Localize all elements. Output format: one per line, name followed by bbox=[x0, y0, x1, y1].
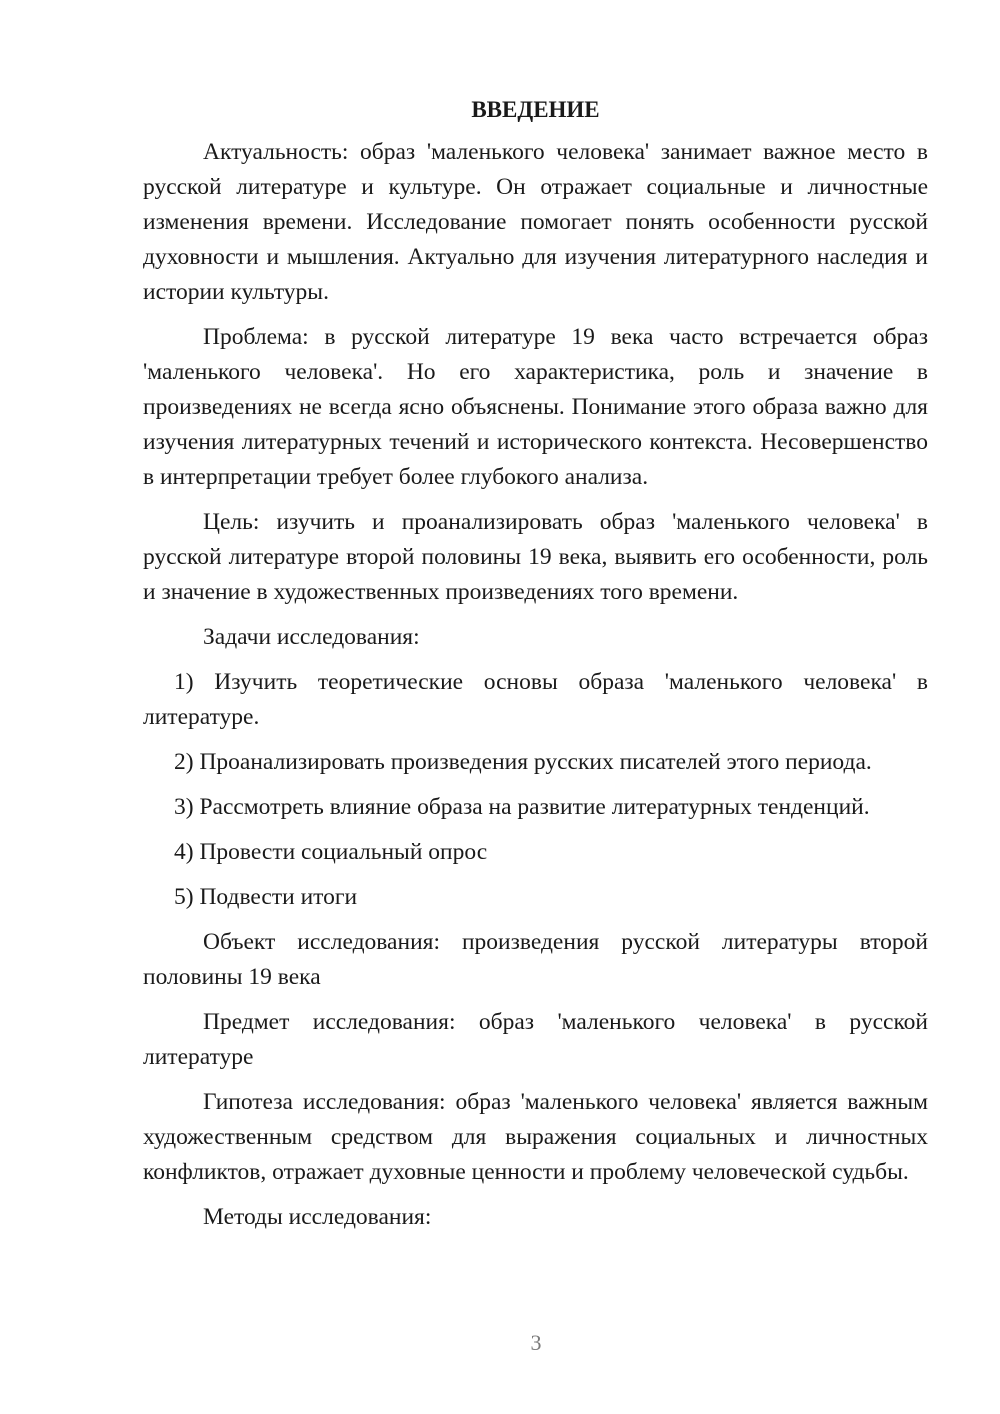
task-item-2: 2) Проанализировать произведения русских писателей этого периода. bbox=[174, 749, 872, 775]
page-number: 3 bbox=[530, 1330, 542, 1355]
paragraph-object: Объект исследования: произведения русской литературы второй половины 19 века bbox=[143, 929, 928, 990]
task-item-4: 4) Провести социальный опрос bbox=[174, 839, 488, 865]
page-content bbox=[143, 92, 928, 1245]
paragraph-relevance: Актуальность: образ 'маленького человека' занимает важное место в русской литературе и культуре. Он отражает социальные и личностные изменения времени. Исследование помогает понять особенности русской духовности и мышления. Актуально для изучения литературного наследия и истории культуры. bbox=[143, 139, 928, 305]
paragraph-tasks-heading: Задачи исследования: bbox=[203, 624, 420, 650]
paragraph-methods: Методы исследования: bbox=[203, 1204, 432, 1230]
paragraph-hypothesis: Гипотеза исследования: образ 'маленького человека' является важным художественным средством для выражения социальных и личностных конфликтов, отражает духовные ценности и проблему человеческой судьбы. bbox=[143, 1089, 928, 1185]
task-item-5: 5) Подвести итоги bbox=[174, 884, 358, 910]
task-item-1: 1) Изучить теоретические основы образа 'маленького человека' в литературе. bbox=[143, 669, 928, 730]
task-item-3: 3) Рассмотреть влияние образа на развитие литературных тенденций. bbox=[174, 794, 870, 820]
page-title: ВВЕДЕНИЕ bbox=[471, 97, 600, 122]
paragraph-subject: Предмет исследования: образ 'маленького человека' в русской литературе bbox=[143, 1009, 928, 1070]
paragraph-problem: Проблема: в русской литературе 19 века часто встречается образ 'маленького человека'. Но его характеристика, роль и значение в произведениях не всегда ясно объяснены. Понимание этого образа важно для изучения литературных течений и исторического контекста. Несовершенство в интерпретации требует более глубокого анализа. bbox=[143, 324, 928, 490]
paragraph-goal: Цель: изучить и проанализировать образ 'маленького человека' в русской литературе второй половины 19 века, выявить его особенности, роль и значение в художественных произведениях того времени. bbox=[143, 509, 928, 605]
